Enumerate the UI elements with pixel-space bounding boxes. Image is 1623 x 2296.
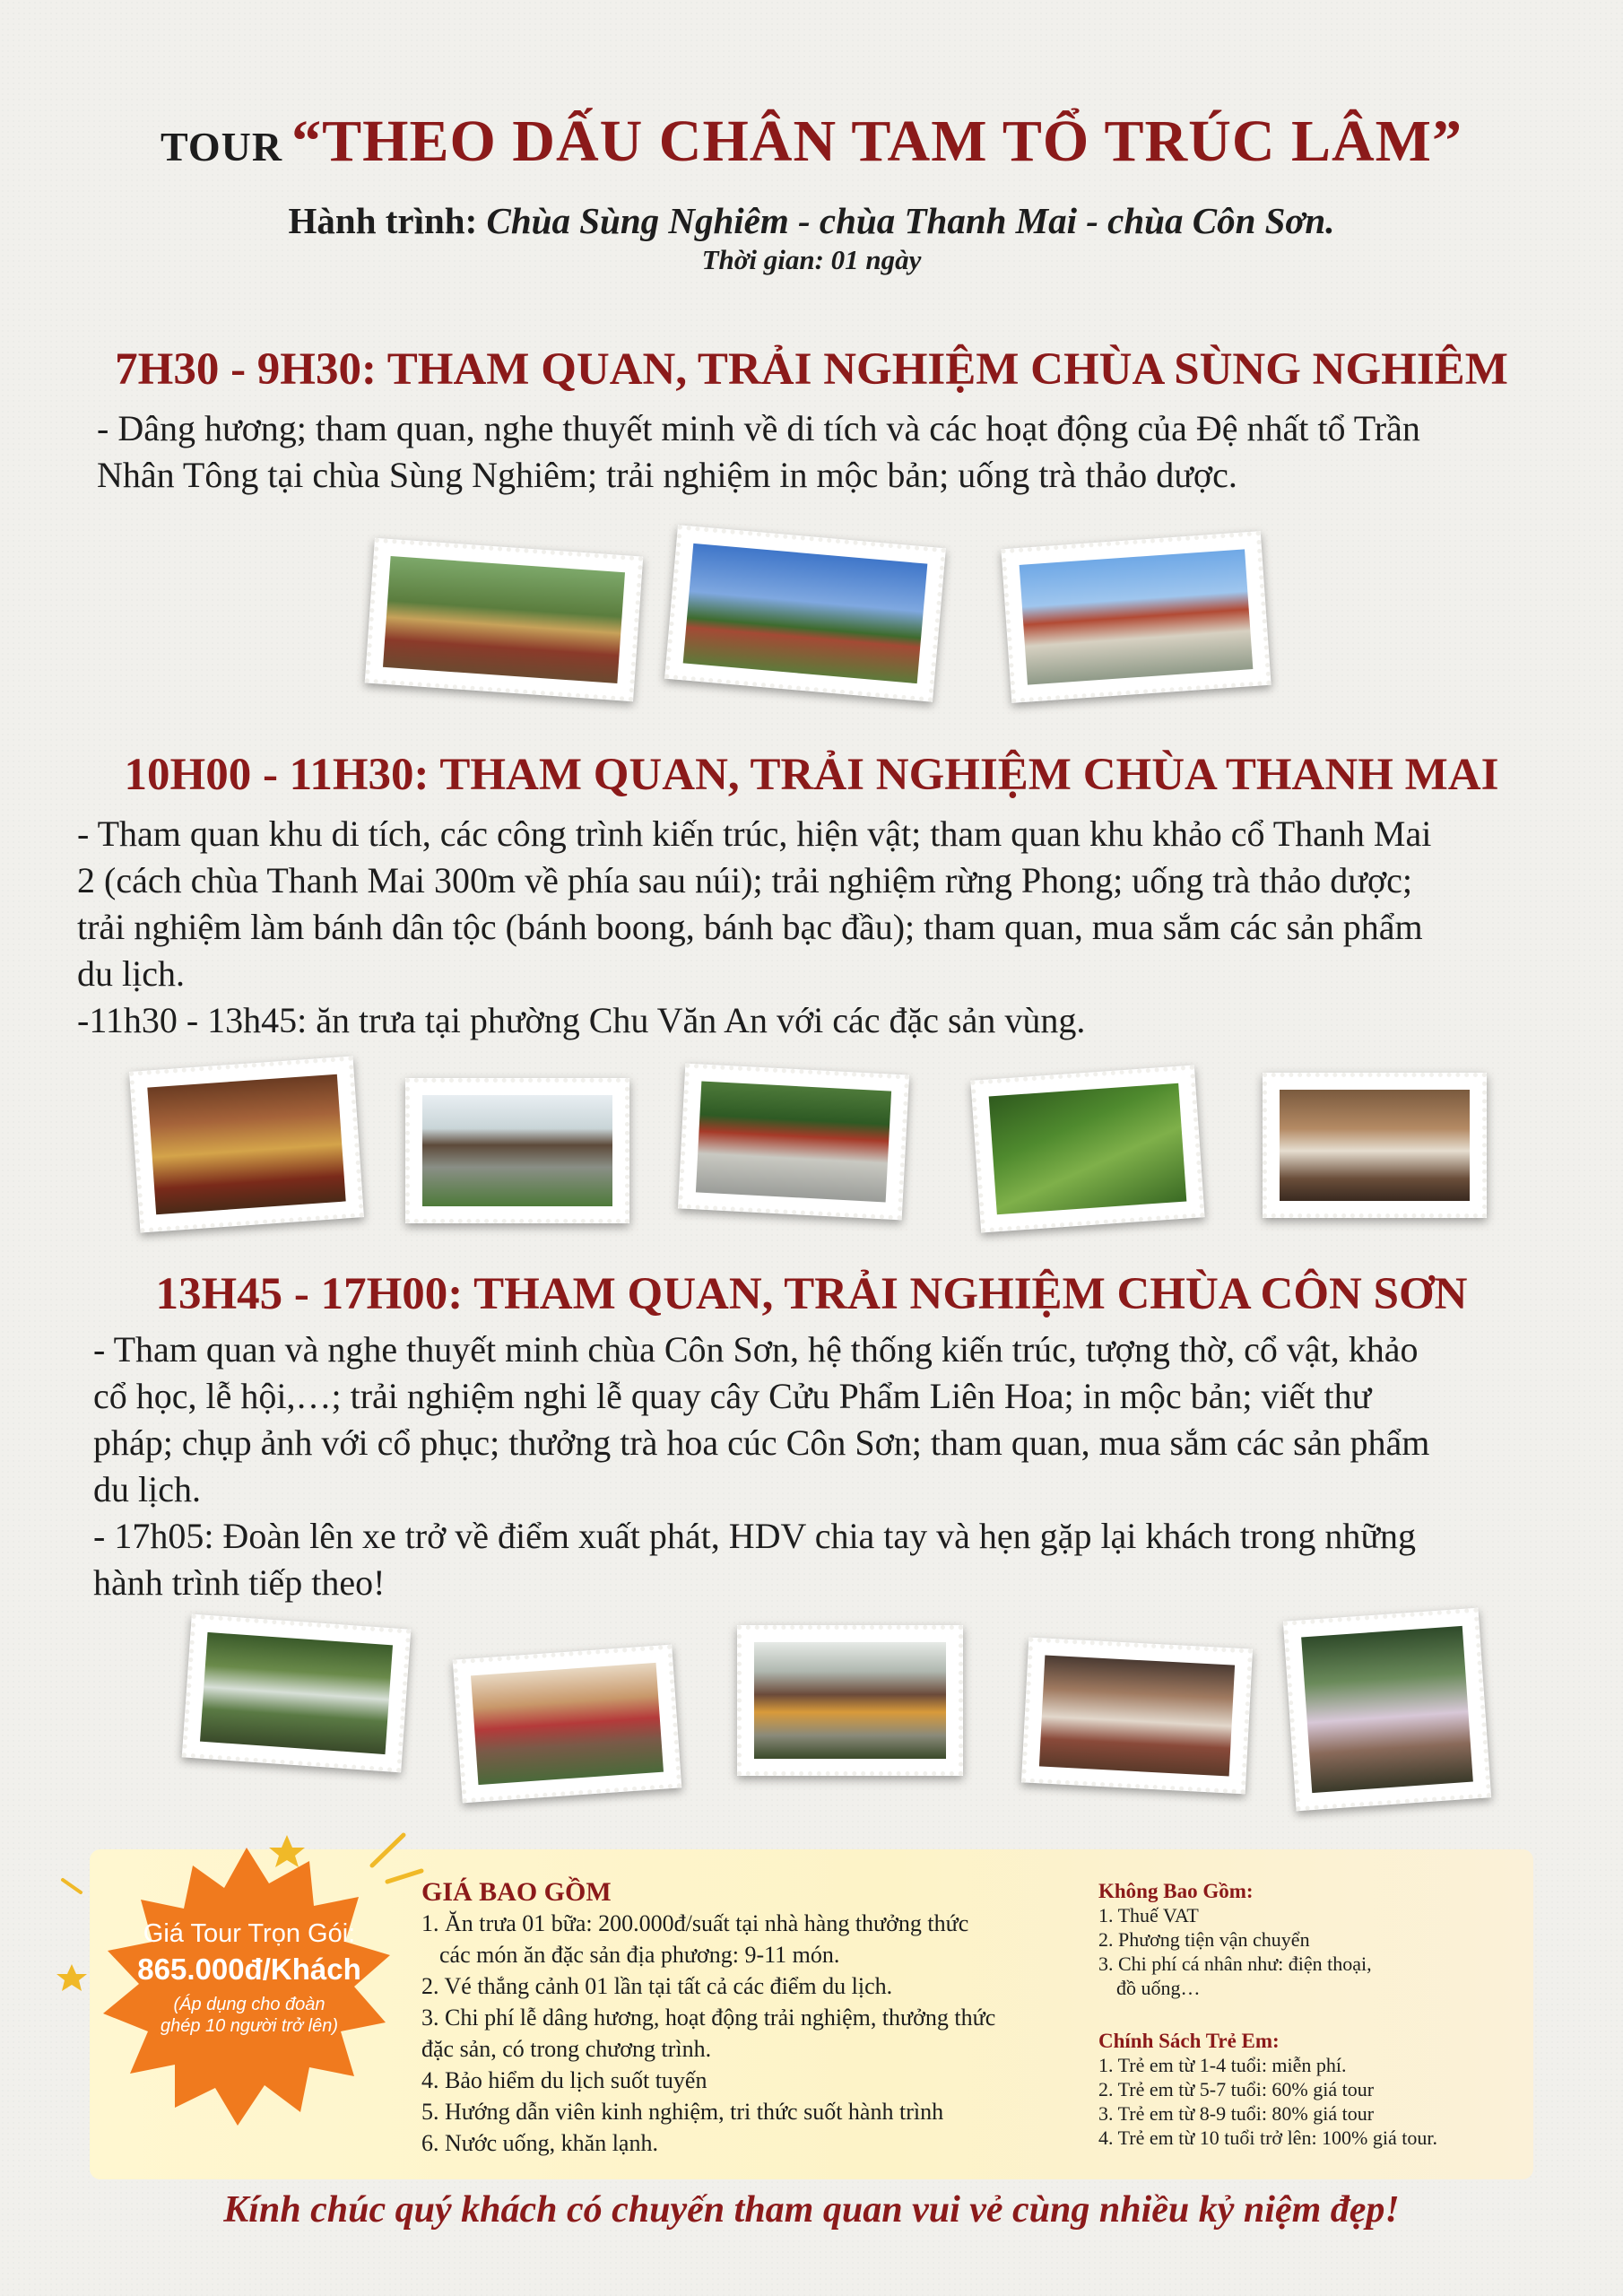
excludes-item: 3. Chi phí cá nhân như: điện thoại, (1098, 1952, 1372, 1975)
child-policy-item: 1. Trẻ em từ 1-4 tuổi: miễn phí. (1098, 2054, 1347, 2076)
tour-prefix: TOUR (161, 124, 283, 170)
price-badge-note-line: (Áp dụng cho đoàn (173, 1995, 325, 2014)
photo-group-ceremony (453, 1645, 682, 1804)
includes-list (421, 1876, 1067, 2159)
photo-con-son-pagoda (737, 1625, 963, 1776)
section-2-text (77, 811, 1566, 1044)
photo-thanh-mai-gate (405, 1078, 629, 1223)
section-3-text (93, 1326, 1564, 1606)
photo-traditional-costume (1283, 1608, 1491, 1812)
includes-item: đặc sản, có trong chương trình. (421, 2036, 712, 2062)
photo-altar (129, 1056, 364, 1232)
photo-cake-making (1263, 1073, 1487, 1218)
excludes-item: 1. Thuế VAT (1098, 1904, 1199, 1926)
photo-waterfall-stream (182, 1614, 412, 1773)
section-3-line: - 17h05: Đoàn lên xe trở về điểm xuất phát, HDV chia tay và hẹn gặp lại khách trong những (93, 1516, 1417, 1556)
price-badge-note (115, 1994, 384, 2037)
section-3-line: pháp; chụp ảnh với cổ phục; thưởng trà hoa cúc Côn Sơn; tham quan, mua sắm các sản phẩm (93, 1422, 1430, 1463)
section-1-text (97, 405, 1567, 499)
section-3-heading: 13H45 - 17H00: THAM QUAN, TRẢI NGHIỆM CHÙA CÔN SƠN (155, 1269, 1468, 1319)
photo-thanh-mai-pagoda (678, 1064, 909, 1221)
journey-route: Chùa Sùng Nghiêm - chùa Thanh Mai - chùa Côn Sơn. (486, 200, 1335, 241)
section-2-heading: 10H00 - 11H30: THAM QUAN, TRẢI NGHIỆM CHÙA THANH MAI (124, 750, 1499, 800)
section-1-line: Nhân Tông tại chùa Sùng Nghiêm; trải nghiệm in mộc bản; uống trà thảo dược. (97, 455, 1237, 495)
section-1-heading: 7H30 - 9H30: THAM QUAN, TRẢI NGHIỆM CHÙA SÙNG NGHIÊM (115, 344, 1508, 395)
closing-message: Kính chúc quý khách có chuyến tham quan vui vẻ cùng nhiều kỷ niệm đẹp! (223, 2189, 1400, 2231)
photo-temple-courtyard (1001, 531, 1271, 703)
section-3-line: hành trình tiếp theo! (93, 1562, 386, 1603)
tour-title (0, 108, 1623, 176)
child-policy-item: 4. Trẻ em từ 10 tuổi trở lên: 100% giá tour. (1098, 2126, 1437, 2149)
includes-title: GIÁ BAO GỒM (421, 1877, 612, 1907)
section-3-line: - Tham quan và nghe thuyết minh chùa Côn Sơn, hệ thống kiến trúc, tượng thờ, cổ vật, khảo (93, 1329, 1419, 1370)
section-2-line: du lịch. (77, 953, 185, 994)
price-badge-amount: 865.000đ/Khách (137, 1952, 361, 1986)
excludes-item: 2. Phương tiện vận chuyển (1098, 1928, 1310, 1951)
duration: Thời gian: 01 ngày (701, 244, 922, 275)
section-3-line: du lịch. (93, 1469, 201, 1509)
includes-item: 1. Ăn trưa 01 bữa: 200.000đ/suất tại nhà hàng thưởng thức (421, 1910, 969, 1936)
section-2-line: trải nghiệm làm bánh dân tộc (bánh boong, bánh bạc đầu); tham quan, mua sắm các sản phẩm (77, 907, 1423, 947)
price-badge (115, 1919, 384, 2037)
section-2-line: 2 (cách chùa Thanh Mai 300m về phía sau núi); trải nghiệm rừng Phong; uống trà thảo dược; (77, 860, 1412, 900)
photo-sung-nghiem-temple (664, 525, 946, 701)
includes-item: 3. Chi phí lễ dâng hương, hoạt động trải nghiệm, thưởng thức (421, 2005, 996, 2031)
includes-item: 5. Hướng dẫn viên kinh nghiệm, tri thức suốt hành trình (421, 2099, 944, 2125)
section-3-line: cổ học, lễ hội,…; trải nghiệm nghi lễ quay cây Cửu Phẩm Liên Hoa; in mộc bản; viết thư (93, 1376, 1372, 1416)
photo-phong-forest (970, 1065, 1204, 1232)
section-2-line: - Tham quan khu di tích, các công trình kiến trúc, hiện vật; tham quan khu khảo cổ Thanh Mai (77, 813, 1432, 854)
child-policy-item: 3. Trẻ em từ 8-9 tuổi: 80% giá tour (1098, 2102, 1375, 2125)
journey-label: Hành trình: (288, 200, 478, 241)
journey-line (0, 199, 1623, 242)
includes-item: 4. Bảo hiểm du lịch suốt tuyến (421, 2067, 707, 2093)
price-badge-note-line: ghép 10 người trở lên) (160, 2016, 339, 2036)
price-badge-label: Giá Tour Trọn Gói: (143, 1919, 356, 1948)
includes-item: các món ăn đặc sản địa phương: 9-11 món. (439, 1942, 840, 1968)
excludes-item: đồ uống… (1116, 1977, 1201, 1999)
excludes-title: Không Bao Gồm: (1098, 1880, 1254, 1902)
photo-calligraphy (1021, 1638, 1253, 1795)
excludes-list (1098, 1879, 1520, 2000)
photo-reclining-buddha (365, 538, 644, 702)
tour-name: “THEO DẤU CHÂN TAM TỔ TRÚC LÂM” (291, 109, 1462, 174)
includes-item: 2. Vé thắng cảnh 01 lần tại tất cả các điểm du lịch. (421, 1973, 893, 1999)
child-policy-item: 2. Trẻ em từ 5-7 tuổi: 60% giá tour (1098, 2078, 1375, 2100)
section-2-line: -11h30 - 13h45: ăn trưa tại phường Chu Văn An với các đặc sản vùng. (77, 1000, 1086, 1040)
child-policy-list (1098, 2029, 1520, 2150)
section-1-line: - Dâng hương; tham quan, nghe thuyết minh về di tích và các hoạt động của Đệ nhất tổ Trần (97, 408, 1420, 448)
includes-item: 6. Nước uống, khăn lạnh. (421, 2130, 658, 2156)
child-policy-title: Chính Sách Trẻ Em: (1098, 2030, 1280, 2052)
